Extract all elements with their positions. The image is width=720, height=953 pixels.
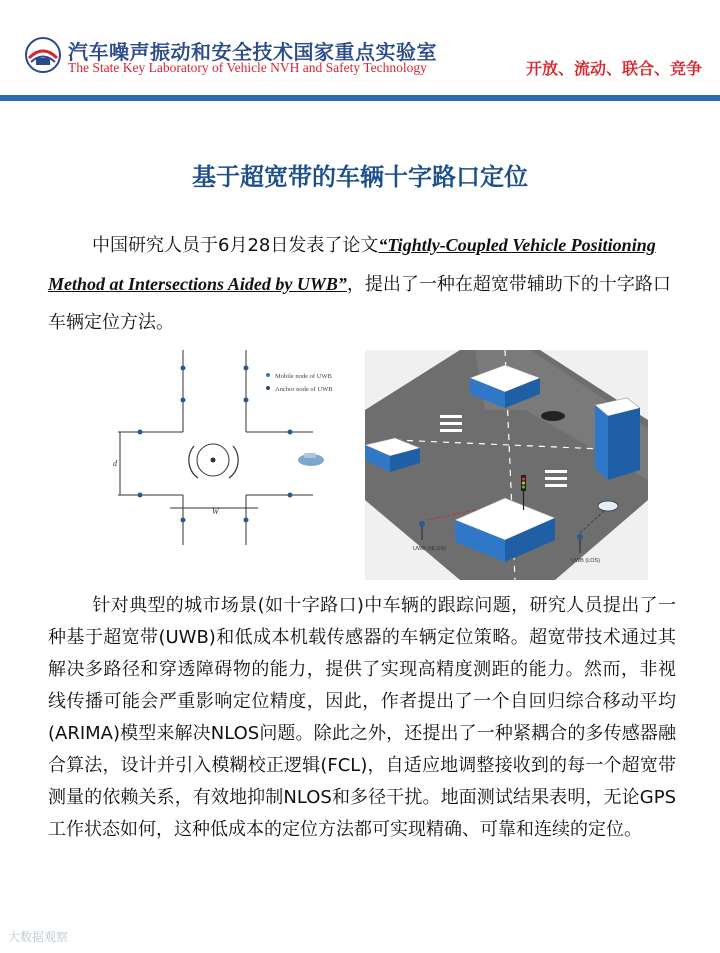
intro-paragraph [48, 226, 672, 342]
intersection-3d-illustration [365, 350, 648, 580]
legend-mobile-label: Mobile node of UWB [275, 373, 332, 380]
uwb-los-label: UWB (LOS) [571, 558, 601, 564]
building-tall-right [595, 398, 640, 480]
legend-anchor-label: Anchor node of UWB [275, 386, 333, 393]
lab-logo-icon [24, 36, 62, 74]
paper-title: “Tightly-Coupled Vehicle Positioning Method at Intersections Aided by UWB” [48, 235, 656, 294]
watermark: 大数据观察 [8, 930, 69, 944]
intersection-schematic [108, 350, 358, 545]
intro-text-after: ，提出了一种在超宽带辅助下的十字路口车辆定位方法。 [48, 274, 671, 333]
article-title: 基于超宽带的车辆十字路口定位 [192, 163, 528, 191]
vehicle-icon [298, 453, 324, 466]
body-text: 针对典型的城市场景(如十字路口)中车辆的跟踪问题，研究人员提出了一种基于超宽带(UWB)和低成本机载传感器的车辆定位策略。超宽带技术通过其解决多路径和穿透障碍物的能力，提供了实现高精度测距的能力。然而，非视线传播可能会严重影响定位精度，因此，作者提出了一个自回归综合移动平均(ARIMA)模型来解决NLOS问题。除此之外，还提出了一种紧耦合的多传感器融合算法，设计并引入模糊校正逻辑(FCL)，自适应地调整接收到的每一个超宽带测量的依赖关系，有效地抑制NLOS和多径干扰。地面测试结果表明，无论GPS工作状态如何，这种低成本的定位方法都可实现精确、可靠和连续的定位。 [48, 595, 676, 840]
intro-text-before: 中国研究人员于6月28日发表了论文 [92, 235, 379, 256]
width-label-d: d [113, 459, 117, 468]
lab-name-en: The State Key Laboratory of Vehicle NVH and Safety Technology [68, 60, 427, 75]
page-header [0, 0, 720, 100]
lab-slogan: 开放、流动、联合、竞争 [525, 59, 702, 78]
uwb-nlos-label: UWB (NLOS) [413, 546, 446, 552]
body-paragraph [48, 590, 676, 846]
header-divider [0, 95, 720, 101]
lab-name-cn: 汽车噪声振动和安全技术国家重点实验室 [68, 40, 437, 64]
width-label-w: W [212, 507, 219, 516]
